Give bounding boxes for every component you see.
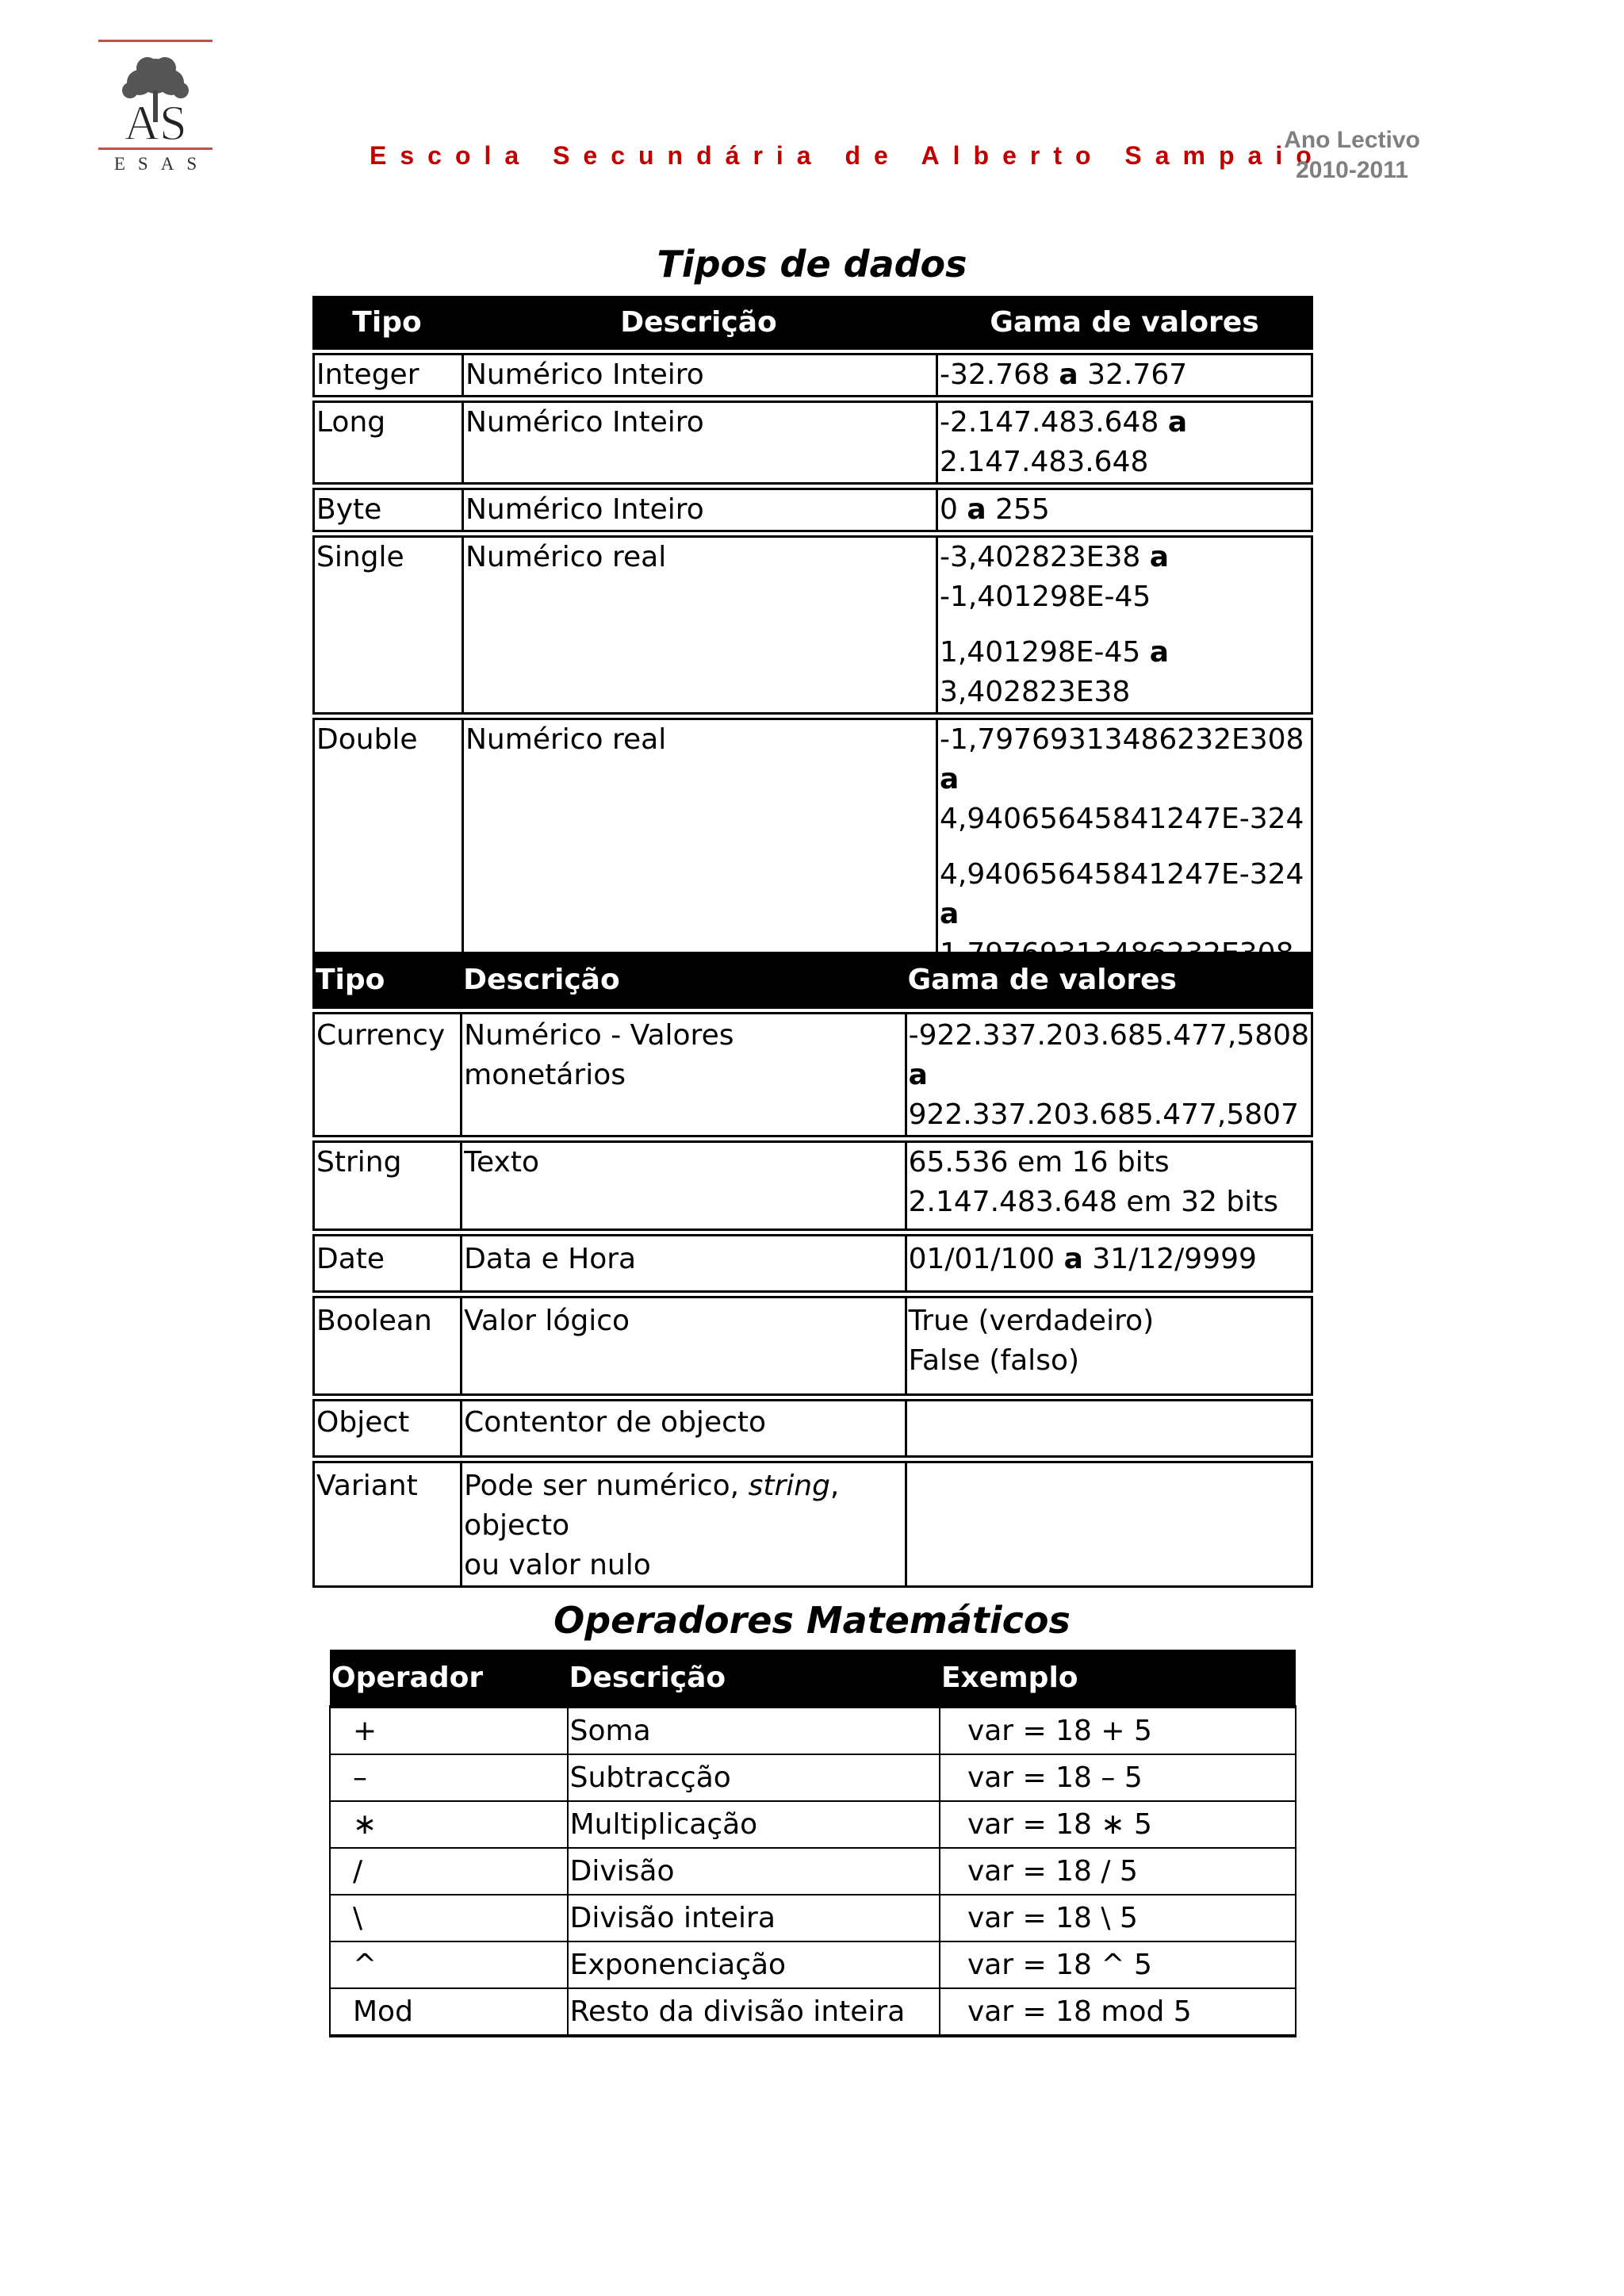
- description-cell: Pode ser numérico, string, objecto ou valor nulo: [460, 1461, 904, 1588]
- example-cell: var = 18 ^ 5: [940, 1941, 1296, 1988]
- type-cell: Byte: [312, 488, 462, 532]
- description-cell: Numérico real: [462, 718, 936, 976]
- description-cell: Multiplicação: [568, 1801, 940, 1848]
- type-cell: Double: [312, 718, 462, 976]
- table-row: [312, 353, 1313, 397]
- type-cell: Object: [312, 1399, 460, 1458]
- table-row: [312, 718, 1313, 976]
- school-logo: [98, 40, 213, 178]
- description-cell: Texto: [460, 1140, 904, 1231]
- column-header: Gama de valores: [905, 952, 1313, 1009]
- type-cell: Boolean: [312, 1296, 460, 1396]
- range-cell: [905, 1399, 1313, 1458]
- table-row: [312, 1012, 1313, 1137]
- year-value: 2010-2011: [1296, 157, 1408, 183]
- table-row: [330, 1801, 1296, 1848]
- description-cell: Divisão inteira: [568, 1895, 940, 1941]
- operator-cell: +: [330, 1707, 568, 1754]
- range-cell: True (verdadeiro) False (falso): [905, 1296, 1313, 1396]
- range-cell: -2.147.483.648 a 2.147.483.648: [936, 401, 1313, 485]
- column-header: Tipo: [312, 952, 460, 1009]
- operator-cell: /: [330, 1848, 568, 1895]
- operator-cell: \: [330, 1895, 568, 1941]
- table-header-row: [330, 1650, 1296, 1707]
- operators-table: [329, 1650, 1297, 2037]
- operator-cell: –: [330, 1754, 568, 1801]
- svg-text:AS: AS: [124, 97, 187, 144]
- description-cell: Numérico Inteiro: [462, 401, 936, 485]
- type-cell: Long: [312, 401, 462, 485]
- range-cell: [905, 1461, 1313, 1588]
- type-cell: String: [312, 1140, 460, 1231]
- description-cell: Numérico Inteiro: [462, 488, 936, 532]
- description-cell: Soma: [568, 1707, 940, 1754]
- table-row: [330, 1707, 1296, 1754]
- table-row: [330, 1941, 1296, 1988]
- range-cell: -3,402823E38 a -1,401298E-45 1,401298E-45 a 3,402823E38: [936, 535, 1313, 715]
- table-row: [312, 535, 1313, 715]
- description-cell: Numérico Inteiro: [462, 353, 936, 397]
- data-types-table: [312, 293, 1313, 979]
- description-cell: Data e Hora: [460, 1234, 904, 1293]
- operator-cell: ∗: [330, 1801, 568, 1848]
- example-cell: var = 18 ∗ 5: [940, 1801, 1296, 1848]
- range-cell: 01/01/100 a 31/12/9999: [905, 1234, 1313, 1293]
- page-title: Tipos de dados: [657, 243, 967, 286]
- description-cell: Valor lógico: [460, 1296, 904, 1396]
- column-header: Descrição: [460, 952, 904, 1009]
- description-cell: Exponenciação: [568, 1941, 940, 1988]
- description-cell: Contentor de objecto: [460, 1399, 904, 1458]
- column-header: Operador: [330, 1650, 568, 1707]
- table-row: [312, 488, 1313, 532]
- description-cell: Resto da divisão inteira: [568, 1988, 940, 2036]
- table-row: [312, 401, 1313, 485]
- column-header: Descrição: [568, 1650, 940, 1707]
- range-cell: -1,79769313486232E308 a 4,94065645841247E-324 4,94065645841247E-324 a: [936, 718, 1313, 976]
- table-row: [330, 1895, 1296, 1941]
- type-cell: Integer: [312, 353, 462, 397]
- table-header-row: [312, 952, 1313, 1009]
- type-cell: Variant: [312, 1461, 460, 1588]
- data-types-table-2: [312, 949, 1313, 1591]
- table-row: [312, 1234, 1313, 1293]
- school-year: [1245, 125, 1459, 186]
- table-row: [312, 1399, 1313, 1458]
- example-cell: var = 18 + 5: [940, 1707, 1296, 1754]
- range-cell: -922.337.203.685.477,5808 a 922.337.203.685.477,5807: [905, 1012, 1313, 1137]
- operator-cell: Mod: [330, 1988, 568, 2036]
- table-header-row: [312, 296, 1313, 350]
- range-cell: -32.768 a 32.767: [936, 353, 1313, 397]
- description-cell: Subtracção: [568, 1754, 940, 1801]
- table-row: [330, 1848, 1296, 1895]
- school-name: Escola Secundária de Alberto Sampaio: [370, 141, 1325, 170]
- year-label: Ano Lectivo: [1284, 127, 1420, 153]
- column-header: Gama de valores: [936, 296, 1313, 350]
- table-row: [312, 1140, 1313, 1231]
- example-cell: var = 18 – 5: [940, 1754, 1296, 1801]
- table-row: [330, 1754, 1296, 1801]
- tree-icon: [113, 51, 198, 144]
- description-cell: Numérico - Valores monetários: [460, 1012, 904, 1137]
- logo-text: ESAS: [113, 154, 210, 174]
- example-cell: var = 18 \ 5: [940, 1895, 1296, 1941]
- operator-cell: ^: [330, 1941, 568, 1988]
- description-cell: Numérico real: [462, 535, 936, 715]
- section-title: Operadores Matemáticos: [553, 1599, 1071, 1642]
- column-header: Tipo: [312, 296, 462, 350]
- table-row: [330, 1988, 1296, 2036]
- table-row: [312, 1461, 1313, 1588]
- description-cell: Divisão: [568, 1848, 940, 1895]
- column-header: Exemplo: [940, 1650, 1296, 1707]
- range-cell: 65.536 em 16 bits 2.147.483.648 em 32 bits: [905, 1140, 1313, 1231]
- table-row: [312, 1296, 1313, 1396]
- example-cell: var = 18 mod 5: [940, 1988, 1296, 2036]
- range-cell: 0 a 255: [936, 488, 1313, 532]
- column-header: Descrição: [462, 296, 936, 350]
- type-cell: Single: [312, 535, 462, 715]
- logo-bottom-rule: [98, 148, 213, 150]
- type-cell: Currency: [312, 1012, 460, 1137]
- logo-top-rule: [98, 40, 213, 42]
- type-cell: Date: [312, 1234, 460, 1293]
- example-cell: var = 18 / 5: [940, 1848, 1296, 1895]
